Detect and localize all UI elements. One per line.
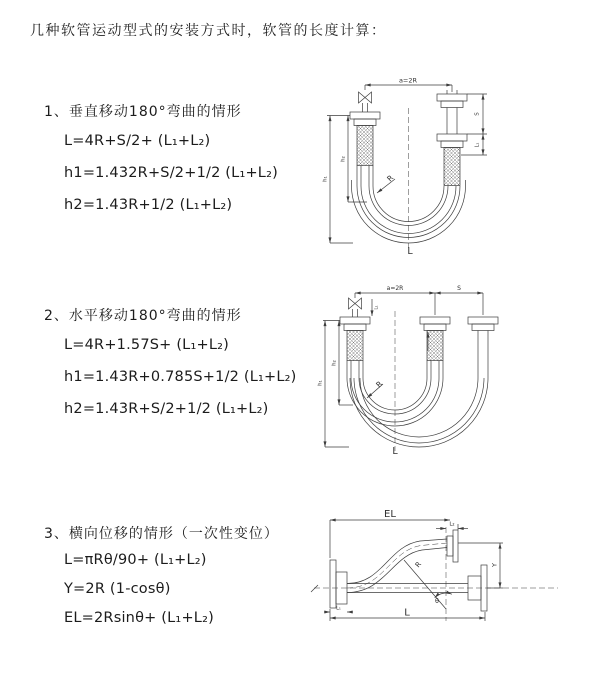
formula-line: h1=1.43R+0.785S+1/2 (L₁+L₂) [64, 369, 297, 385]
radius-line [404, 560, 446, 609]
dim-label-h2: h₂ [331, 360, 338, 366]
formula-line: EL=2Rsinθ+ (L₁+L₂) [64, 610, 214, 626]
dim-label-h1: h₁ [317, 380, 324, 386]
formula-line: L=4R+1.57S+ (L₁+L₂) [64, 337, 229, 353]
radius-label: R [413, 560, 424, 570]
braided-hose-right [444, 148, 460, 186]
length-label: L [407, 246, 413, 257]
diagram-horizontal-180-bend [315, 283, 595, 458]
formula-line: h2=1.43R+S/2+1/2 (L₁+L₂) [64, 401, 269, 417]
d3-linework [311, 520, 558, 621]
dim-label-a2r: a=2R [398, 76, 418, 85]
formula-line: h2=1.43R+1/2 (L₁+L₂) [64, 197, 233, 213]
angle-label: θ [435, 597, 439, 605]
dim-label-y: Y [490, 563, 499, 567]
dimension-a2r-s [355, 293, 483, 315]
dim-label-a2r: a=2R [386, 285, 404, 292]
dim-label-el: EL [384, 509, 396, 520]
left-flange [350, 112, 380, 126]
dim-label-l2: L₂ [449, 521, 455, 528]
formula-line: Y=2R (1-cosθ) [64, 581, 171, 597]
u-curves [347, 378, 488, 447]
s-curve-hose [347, 530, 458, 593]
braided-hose-left [357, 126, 373, 187]
dim-label-s: S [457, 285, 461, 292]
valve-icon [359, 92, 372, 112]
formula-line: L=πRθ/90+ (L₁+L₂) [64, 552, 207, 568]
section-1-heading: 1、垂直移动180°弯曲的情形 [44, 104, 242, 120]
length-label: L [404, 607, 410, 619]
flanges [340, 317, 498, 331]
section-3-heading: 3、横向位移的情形（一次性变位） [44, 526, 279, 542]
centerline-tick [311, 585, 318, 592]
dimension-el [330, 520, 450, 558]
dim-label-l1: L₁ [336, 605, 341, 612]
dimension-a2r [365, 85, 452, 92]
radius-label: R [385, 173, 396, 184]
d2-linework [323, 293, 498, 451]
length-label: L [392, 446, 398, 457]
formula-line: L=4R+S/2+ (L₁+L₂) [64, 133, 211, 149]
dim-label-h1: h₁ [322, 176, 329, 182]
right-pipe-flanges [437, 90, 467, 186]
diagram-vertical-180-bend [315, 76, 520, 261]
valve-icon [349, 298, 362, 317]
diagram-lateral-displacement [300, 503, 595, 661]
radius-label: R [374, 379, 385, 390]
d1-linework [327, 85, 487, 248]
dim-label-l1: L₁ [374, 305, 380, 310]
left-flange [330, 560, 347, 608]
section-2-heading: 2、水平移动180°弯曲的情形 [44, 308, 242, 324]
dim-label-h2: h₂ [340, 156, 347, 162]
dim-label-s: S [474, 112, 481, 116]
dim-label-l1: L₁ [474, 142, 481, 148]
braided-hose-sections [347, 331, 488, 379]
page-title: 几种软管运动型式的安装方式时，软管的长度计算： [30, 23, 387, 39]
formula-line: h1=1.432R+S/2+1/2 (L₁+L₂) [64, 165, 278, 181]
